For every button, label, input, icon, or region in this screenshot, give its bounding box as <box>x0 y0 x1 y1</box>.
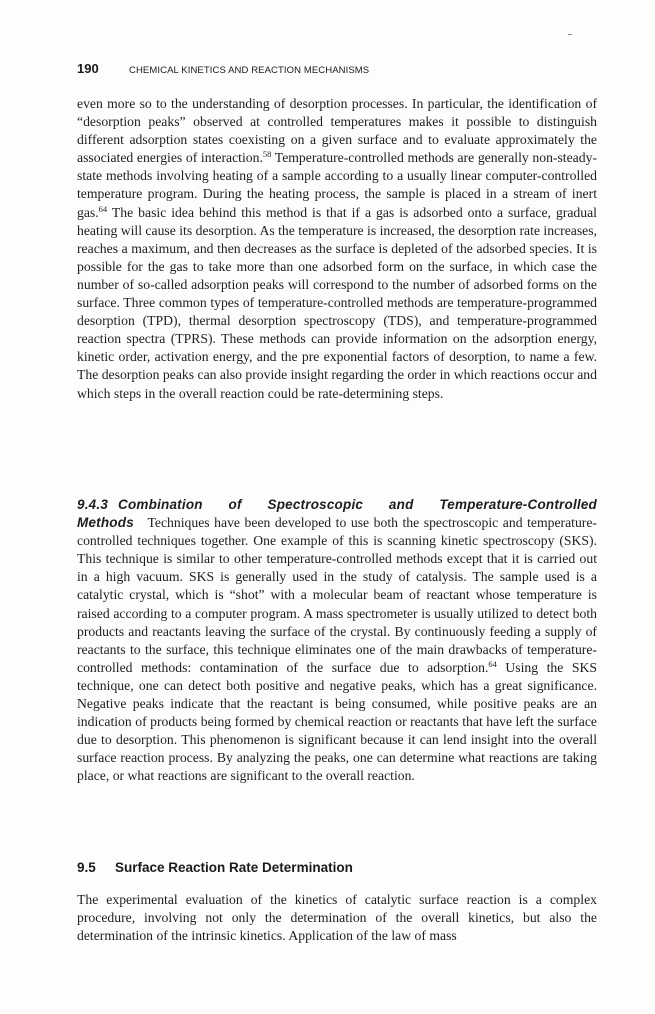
paragraph-rate-determination <box>77 891 597 945</box>
paragraph-text: Using the SKS technique, one can detect both positive and negative peaks, which has a great significance. Negative peaks indicate that the reactant is being consumed, while positive peaks are an indication of products being formed by chemical reaction or reactants that have left the surface due to desorption. This phenomenon is significant because it can lend insight into the overall surface reaction process. By analyzing the peaks, one can determine what reactions are taking place, or what reactions are significant to the overall reaction. <box>77 659 597 784</box>
reference-superscript: 64 <box>98 203 108 214</box>
subsection-number: 9.4.3 <box>77 497 109 512</box>
running-header <box>77 61 597 76</box>
paragraph-text: Temperature-controlled methods are generally non-steady-state methods involving heating of a sample according to a usually linear computer-controlled temperature program. During the heating process, the sample is placed in a stream of inert gas. <box>77 150 597 220</box>
section-title: Surface Reaction Rate Determination <box>115 860 353 875</box>
subsection-9-4-3 <box>77 496 597 786</box>
page-number: 190 <box>77 61 99 76</box>
paragraph-text: The basic idea behind this method is that if a gas is adsorbed onto a surface, gradual heating will cause its desorption. As the temperature is increased, the desorption rate increases, reaches a maximum, and then decreases as the surface is depleted of the adsorbed species. It is possible for the gas to take more than one adsorbed form on the surface, in which case the number of so-called adsorption peaks will correspond to the number of adsorbed forms on the surface. Three common types of temperature-controlled methods are temperature-programmed desorption (TPD), thermal desorption spectroscopy (TDS), and temperature-programmed reaction spectra (TPRS). These methods can provide information on the adsorption energy, kinetic order, activation energy, and the pre exponential factors of desorption, to name a few. The desorption peaks can also provide insight regarding the order in which reactions occur and which steps in the overall reaction could be rate-determining steps. <box>77 204 597 401</box>
running-title: CHEMICAL KINETICS AND REACTION MECHANISMS <box>129 65 370 76</box>
paragraph-text: The experimental evaluation of the kinetics of catalytic surface reaction is a complex procedure, involving not only the determination of the overall kinetics, but also the determination of the intrinsic kinetics. Application of the law of mass <box>77 892 597 944</box>
reference-superscript: 64 <box>488 658 497 669</box>
paragraph-text: Techniques have been developed to use both the spectroscopic and temperature-controlled techniques together. One example of this is scanning kinetic spectroscopy (SKS). This technique is similar to other temperature-controlled methods except that it is carried out in a high vacuum. SKS is generally used in the study of catalysis. The sample used is a catalytic crystal, which is “shot” with a molecular beam of reactant whose temperature is raised according to a computer program. A mass spectrometer is usually utilized to detect both products and reactants leaving the surface of the crystal. By continuously feeding a supply of reactants to the surface, this technique eliminates one of the main drawbacks of temperature-controlled methods: contamination of the surface due to adsorption. <box>77 515 597 675</box>
reference-superscript: 58 <box>262 149 272 160</box>
subsection-title: Combination of Spectroscopic and Temperature-Controlled Methods <box>77 497 597 531</box>
section-number: 9.5 <box>77 860 96 875</box>
paragraph-text: even more so to the understanding of desorption processes. In particular, the identification of “desorption peaks” observed at controlled temperatures makes it possible to distinguish different adsorption states coexisting on a given surface and to evaluate approximately the associated energies of interaction. <box>77 96 597 166</box>
paragraph-desorption <box>77 95 597 403</box>
scan-mark <box>568 34 572 35</box>
section-heading <box>77 860 353 875</box>
